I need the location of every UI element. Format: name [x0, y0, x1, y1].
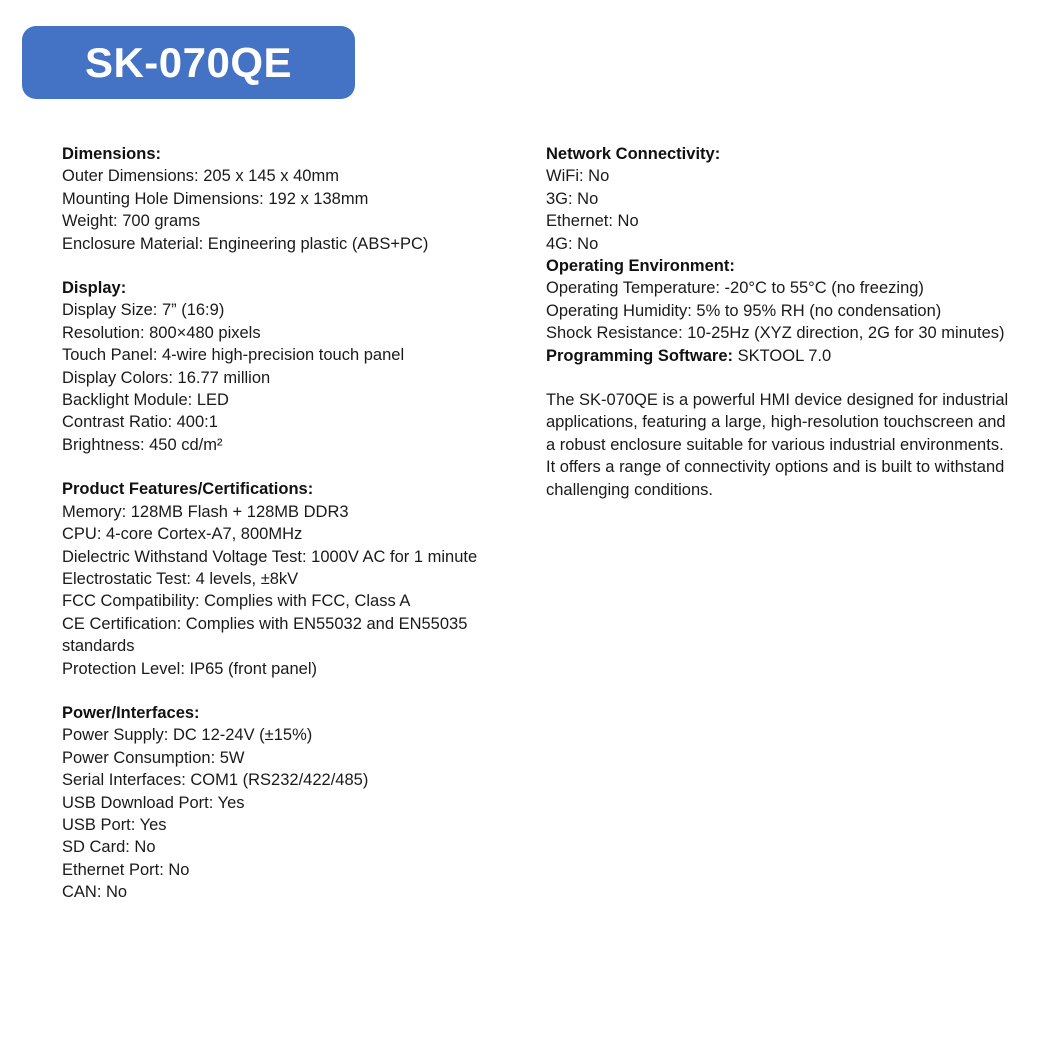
spec-line: USB Port: Yes [62, 815, 167, 834]
section-heading: Network Connectivity: [546, 145, 721, 163]
spec-line: CE Certification: Complies with EN55032 and EN55035 standards [62, 614, 468, 656]
spec-line: Weight: 700 grams [62, 212, 201, 231]
spec-line: Shock Resistance: 10-25Hz (XYZ direction, 2G for 30 minutes) [546, 324, 1005, 343]
spec-line: Backlight Module: LED [62, 391, 229, 410]
spec-line: Brightness: 450 cd/m² [62, 435, 223, 454]
spec-line: Display Colors: 16.77 million [62, 368, 271, 387]
spec-section-network-connectivity [546, 143, 1016, 255]
section-heading: Power/Interfaces: [62, 703, 200, 722]
section-heading: Operating Environment: [546, 257, 735, 276]
spec-line: Dielectric Withstand Voltage Test: 1000V AC for 1 minute [62, 547, 478, 566]
spec-line: Ethernet Port: No [62, 860, 190, 879]
product-title-badge [22, 26, 355, 99]
spec-line: Enclosure Material: Engineering plastic (ABS+PC) [62, 234, 429, 253]
spec-line: Contrast Ratio: 400:1 [62, 413, 218, 432]
spec-section-operating-environment [546, 255, 1016, 345]
spec-line: Electrostatic Test: 4 levels, ±8kV [62, 569, 299, 588]
product-title: SK-070QE [84, 38, 293, 86]
spec-columns [0, 143, 1056, 904]
spec-line: 4G: No [546, 234, 599, 253]
spec-section-power-interfaces [62, 702, 527, 904]
spec-section-product-features [62, 478, 527, 680]
spec-line: Ethernet: No [546, 212, 639, 231]
section-heading: Dimensions: [62, 145, 162, 163]
spec-line: Outer Dimensions: 205 x 145 x 40mm [62, 167, 339, 186]
spec-line: 3G: No [546, 189, 599, 208]
spec-line: Operating Humidity: 5% to 95% RH (no condensation) [546, 301, 942, 320]
spec-line: Operating Temperature: -20°C to 55°C (no freezing) [546, 279, 924, 298]
left-spec-column [0, 143, 537, 904]
spec-line: WiFi: No [546, 167, 610, 186]
section-heading: Product Features/Certifications: [62, 480, 314, 499]
section-heading: Display: [62, 279, 127, 298]
spec-section-display [62, 277, 527, 456]
right-spec-column [537, 143, 1056, 501]
programming-software-label: Programming Software: [546, 346, 734, 365]
spec-line: Resolution: 800×480 pixels [62, 323, 261, 342]
spec-line: Touch Panel: 4-wire high-precision touch panel [62, 346, 405, 365]
product-description: The SK-070QE is a powerful HMI device designed for industrial applications, featuring a large, high-resolution touchscreen and a robust enclosure suitable for various industrial environments. It offers a range of connectivity options and is built to withstand challenging conditions. [546, 391, 1009, 499]
programming-software-value: SKTOOL 7.0 [737, 346, 832, 365]
spec-line: Serial Interfaces: COM1 (RS232/422/485) [62, 771, 369, 790]
spec-line: SD Card: No [62, 838, 156, 857]
spec-line: Memory: 128MB Flash + 128MB DDR3 [62, 502, 349, 521]
spec-line: Power Supply: DC 12-24V (±15%) [62, 726, 313, 745]
spec-line: CAN: No [62, 883, 128, 902]
spec-line: Power Consumption: 5W [62, 748, 245, 767]
spec-line: USB Download Port: Yes [62, 793, 245, 812]
spec-line: Display Size: 7” (16:9) [62, 301, 225, 320]
spec-programming-software [546, 345, 1016, 367]
spec-section-dimensions [62, 143, 527, 255]
spec-line: FCC Compatibility: Complies with FCC, Class A [62, 592, 411, 611]
spec-line: Mounting Hole Dimensions: 192 x 138mm [62, 189, 369, 208]
spec-line: Protection Level: IP65 (front panel) [62, 659, 317, 678]
spec-line: CPU: 4-core Cortex-A7, 800MHz [62, 525, 303, 544]
